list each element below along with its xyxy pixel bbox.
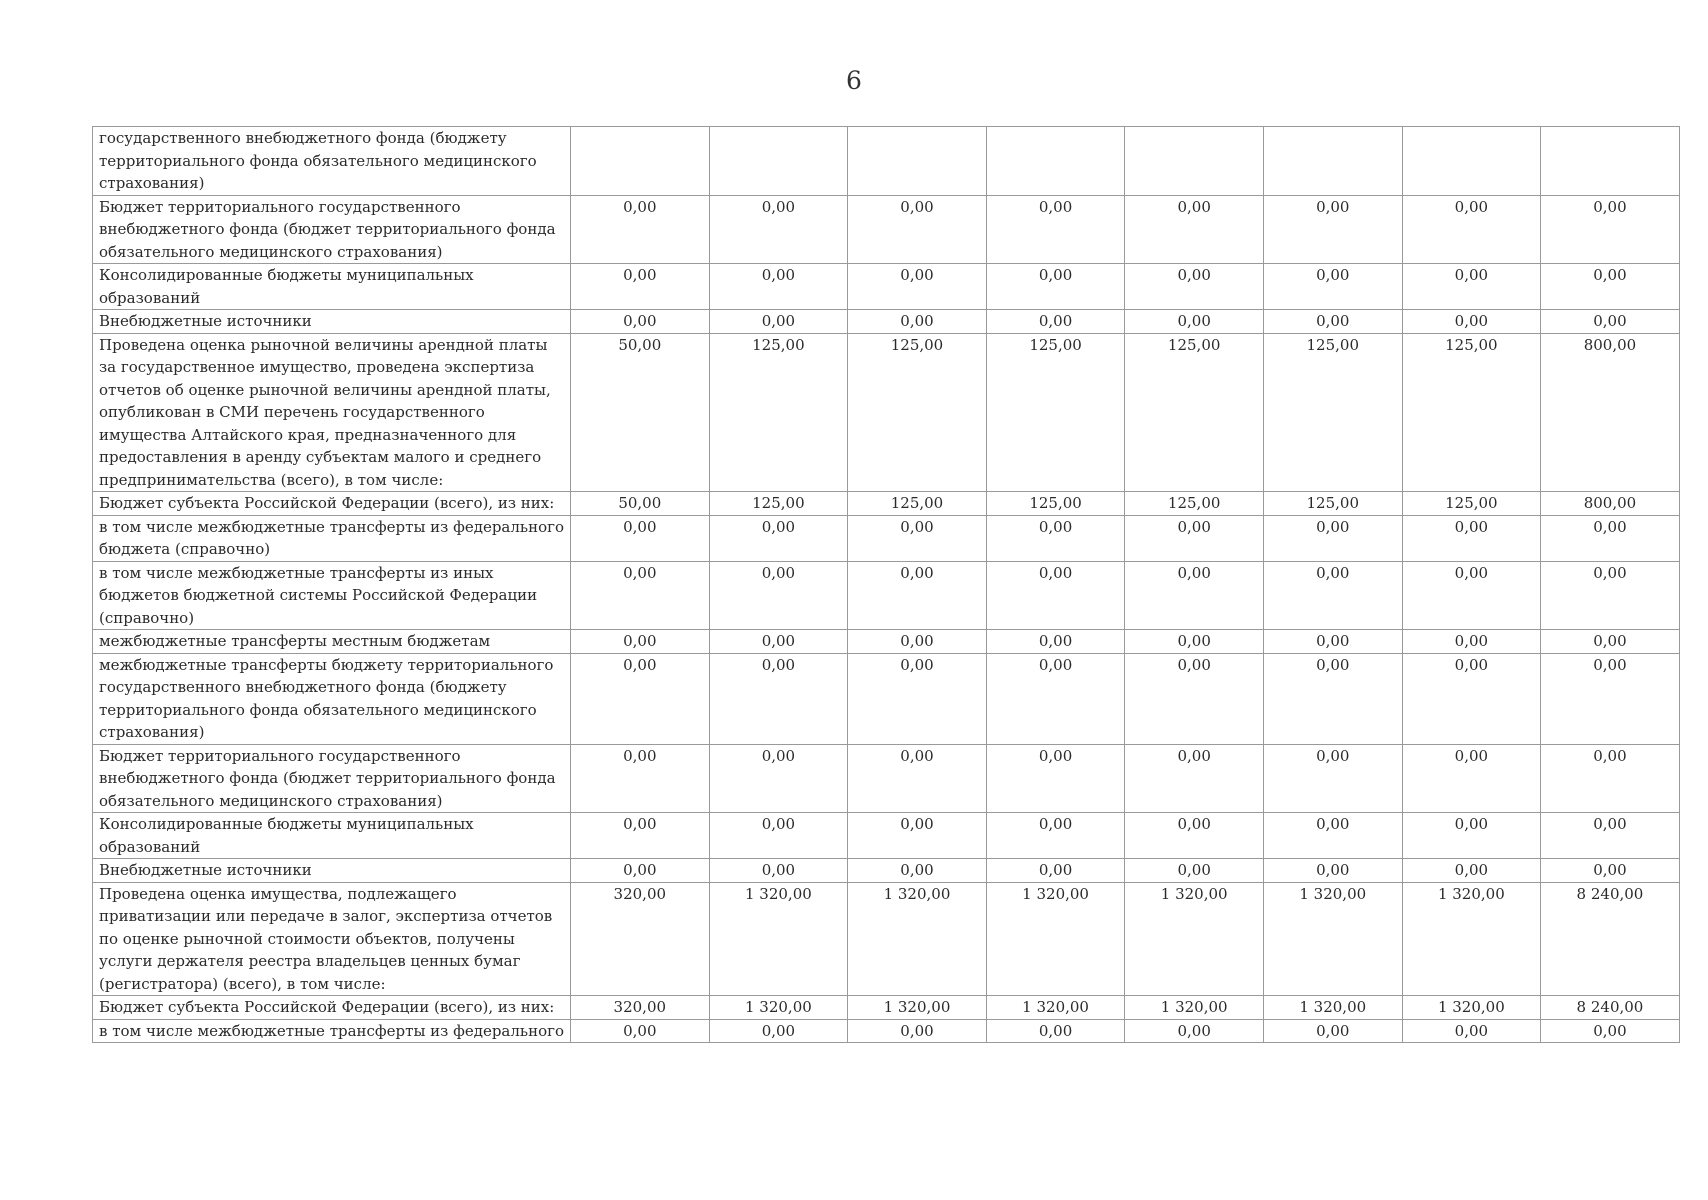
value-cell: 0,00: [848, 1019, 987, 1043]
value-cell: 0,00: [1263, 515, 1402, 561]
table-row: [93, 333, 1680, 492]
table-row: [93, 515, 1680, 561]
table-row: [93, 492, 1680, 516]
value-cell: 125,00: [1402, 333, 1541, 492]
value-cell: 0,00: [1402, 859, 1541, 883]
row-label: в том числе межбюджетные трансферты из иных бюджетов бюджетной системы Российской Федерации (справочно): [93, 561, 571, 630]
value-cell: 0,00: [1125, 744, 1264, 813]
value-cell: 0,00: [986, 744, 1125, 813]
value-cell: 0,00: [709, 1019, 848, 1043]
table-row: [93, 127, 1680, 196]
value-cell: 0,00: [1125, 310, 1264, 334]
row-label: Бюджет субъекта Российской Федерации (всего), из них:: [93, 492, 571, 516]
value-cell: 0,00: [1541, 264, 1680, 310]
value-cell: [709, 127, 848, 196]
value-cell: 0,00: [1263, 561, 1402, 630]
value-cell: 0,00: [1402, 264, 1541, 310]
value-cell: 125,00: [1263, 333, 1402, 492]
value-cell: 0,00: [848, 630, 987, 654]
page-number: 6: [846, 66, 862, 95]
value-cell: 125,00: [848, 333, 987, 492]
value-cell: [986, 127, 1125, 196]
value-cell: 1 320,00: [848, 882, 987, 996]
value-cell: 0,00: [1541, 515, 1680, 561]
row-label: Консолидированные бюджеты муниципальных образований: [93, 264, 571, 310]
value-cell: 0,00: [1541, 1019, 1680, 1043]
row-label: межбюджетные трансферты местным бюджетам: [93, 630, 571, 654]
table-row: [93, 744, 1680, 813]
value-cell: 0,00: [709, 195, 848, 264]
table-row: [93, 996, 1680, 1020]
value-cell: 0,00: [571, 264, 710, 310]
value-cell: 0,00: [1125, 630, 1264, 654]
value-cell: 0,00: [1541, 310, 1680, 334]
value-cell: 0,00: [1263, 1019, 1402, 1043]
value-cell: 0,00: [1402, 630, 1541, 654]
value-cell: 0,00: [1541, 195, 1680, 264]
value-cell: [571, 127, 710, 196]
value-cell: 0,00: [1125, 653, 1264, 744]
value-cell: 0,00: [848, 195, 987, 264]
value-cell: 0,00: [1263, 310, 1402, 334]
value-cell: 0,00: [986, 859, 1125, 883]
value-cell: 0,00: [571, 630, 710, 654]
value-cell: 800,00: [1541, 492, 1680, 516]
value-cell: 0,00: [1541, 561, 1680, 630]
value-cell: 0,00: [1402, 195, 1541, 264]
value-cell: 0,00: [986, 561, 1125, 630]
value-cell: 0,00: [709, 264, 848, 310]
value-cell: 0,00: [986, 630, 1125, 654]
value-cell: 800,00: [1541, 333, 1680, 492]
value-cell: 0,00: [709, 515, 848, 561]
table-row: [93, 813, 1680, 859]
table-row: [93, 264, 1680, 310]
value-cell: 0,00: [986, 264, 1125, 310]
value-cell: 125,00: [1125, 333, 1264, 492]
value-cell: 0,00: [1125, 195, 1264, 264]
value-cell: 0,00: [709, 561, 848, 630]
table-body: [93, 127, 1680, 1043]
value-cell: 0,00: [571, 515, 710, 561]
value-cell: 1 320,00: [1125, 882, 1264, 996]
value-cell: 0,00: [986, 515, 1125, 561]
value-cell: 50,00: [571, 333, 710, 492]
value-cell: 0,00: [848, 264, 987, 310]
value-cell: 125,00: [848, 492, 987, 516]
value-cell: 0,00: [1263, 264, 1402, 310]
value-cell: 0,00: [1263, 653, 1402, 744]
value-cell: 1 320,00: [848, 996, 987, 1020]
value-cell: 0,00: [1541, 813, 1680, 859]
value-cell: 0,00: [1402, 561, 1541, 630]
row-label: Внебюджетные источники: [93, 859, 571, 883]
value-cell: 0,00: [1125, 1019, 1264, 1043]
table-row: [93, 859, 1680, 883]
value-cell: 0,00: [1263, 744, 1402, 813]
value-cell: 125,00: [709, 492, 848, 516]
value-cell: 0,00: [709, 859, 848, 883]
value-cell: 0,00: [848, 859, 987, 883]
value-cell: 0,00: [1125, 515, 1264, 561]
value-cell: [1402, 127, 1541, 196]
value-cell: 0,00: [1402, 813, 1541, 859]
row-label: Консолидированные бюджеты муниципальных образований: [93, 813, 571, 859]
value-cell: 0,00: [1125, 859, 1264, 883]
value-cell: 0,00: [1541, 653, 1680, 744]
value-cell: 0,00: [848, 515, 987, 561]
value-cell: [1263, 127, 1402, 196]
value-cell: 0,00: [848, 744, 987, 813]
row-label: Проведена оценка рыночной величины арендной платы за государственное имущество, проведена экспертиза отчетов об оценке рыночной величины арендной платы, опубликован в СМИ перечень государственного имущества Алтайского края, предназначенного для предоставления в аренду субъектам малого и среднего предпринимательства (всего), в том числе:: [93, 333, 571, 492]
value-cell: 0,00: [1541, 859, 1680, 883]
row-label: Внебюджетные источники: [93, 310, 571, 334]
row-label: Бюджет территориального государственного внебюджетного фонда (бюджет территориального фонда обязательного медицинского страхования): [93, 195, 571, 264]
value-cell: 0,00: [709, 310, 848, 334]
value-cell: 1 320,00: [709, 882, 848, 996]
table-row: [93, 561, 1680, 630]
value-cell: 125,00: [986, 492, 1125, 516]
value-cell: 0,00: [1263, 630, 1402, 654]
value-cell: 125,00: [1263, 492, 1402, 516]
value-cell: 0,00: [1125, 813, 1264, 859]
value-cell: 0,00: [571, 653, 710, 744]
value-cell: 1 320,00: [1402, 996, 1541, 1020]
table-row: [93, 882, 1680, 996]
value-cell: 0,00: [571, 561, 710, 630]
table-row: [93, 310, 1680, 334]
value-cell: 0,00: [986, 310, 1125, 334]
value-cell: 0,00: [986, 1019, 1125, 1043]
value-cell: 0,00: [1125, 561, 1264, 630]
value-cell: 1 320,00: [1125, 996, 1264, 1020]
value-cell: 320,00: [571, 882, 710, 996]
value-cell: 8 240,00: [1541, 996, 1680, 1020]
table-row: [93, 630, 1680, 654]
value-cell: 125,00: [1402, 492, 1541, 516]
value-cell: 0,00: [848, 561, 987, 630]
value-cell: 0,00: [1125, 264, 1264, 310]
value-cell: 0,00: [709, 744, 848, 813]
value-cell: 0,00: [1402, 1019, 1541, 1043]
value-cell: 50,00: [571, 492, 710, 516]
value-cell: 0,00: [709, 630, 848, 654]
value-cell: 125,00: [1125, 492, 1264, 516]
row-label: Бюджет территориального государственного внебюджетного фонда (бюджет территориального фонда обязательного медицинского страхования): [93, 744, 571, 813]
value-cell: 0,00: [1263, 813, 1402, 859]
value-cell: 0,00: [986, 195, 1125, 264]
row-label: Проведена оценка имущества, подлежащего приватизации или передаче в залог, экспертиза отчетов по оценке рыночной стоимости объектов, получены услуги держателя реестра владельцев ценных бумаг (регистратора) (всего), в том числе:: [93, 882, 571, 996]
value-cell: 0,00: [571, 310, 710, 334]
value-cell: 0,00: [571, 1019, 710, 1043]
value-cell: 0,00: [571, 744, 710, 813]
budget-table: [92, 126, 1680, 1043]
value-cell: 0,00: [1402, 310, 1541, 334]
value-cell: 320,00: [571, 996, 710, 1020]
value-cell: 0,00: [571, 813, 710, 859]
value-cell: 0,00: [986, 813, 1125, 859]
row-label: в том числе межбюджетные трансферты из федерального: [93, 1019, 571, 1043]
table-row: [93, 1019, 1680, 1043]
value-cell: 8 240,00: [1541, 882, 1680, 996]
value-cell: [1125, 127, 1264, 196]
value-cell: 1 320,00: [986, 996, 1125, 1020]
value-cell: 0,00: [1402, 653, 1541, 744]
value-cell: 0,00: [1402, 744, 1541, 813]
value-cell: [848, 127, 987, 196]
value-cell: 1 320,00: [986, 882, 1125, 996]
value-cell: 1 320,00: [1263, 996, 1402, 1020]
table-row: [93, 653, 1680, 744]
value-cell: 0,00: [1541, 744, 1680, 813]
value-cell: 0,00: [848, 653, 987, 744]
value-cell: 0,00: [848, 310, 987, 334]
row-label: Бюджет субъекта Российской Федерации (всего), из них:: [93, 996, 571, 1020]
value-cell: 125,00: [709, 333, 848, 492]
value-cell: 0,00: [1263, 195, 1402, 264]
value-cell: 0,00: [571, 859, 710, 883]
row-label: в том числе межбюджетные трансферты из федерального бюджета (справочно): [93, 515, 571, 561]
value-cell: 1 320,00: [1402, 882, 1541, 996]
value-cell: 0,00: [709, 813, 848, 859]
value-cell: 0,00: [1402, 515, 1541, 561]
value-cell: 125,00: [986, 333, 1125, 492]
value-cell: 0,00: [986, 653, 1125, 744]
value-cell: 0,00: [1541, 630, 1680, 654]
value-cell: 0,00: [709, 653, 848, 744]
table-row: [93, 195, 1680, 264]
value-cell: 1 320,00: [1263, 882, 1402, 996]
value-cell: 0,00: [571, 195, 710, 264]
value-cell: 1 320,00: [709, 996, 848, 1020]
value-cell: 0,00: [848, 813, 987, 859]
row-label: государственного внебюджетного фонда (бюджету территориального фонда обязательного медицинского страхования): [93, 127, 571, 196]
value-cell: 0,00: [1263, 859, 1402, 883]
row-label: межбюджетные трансферты бюджету территориального государственного внебюджетного фонда (бюджету территориального фонда обязательного медицинского страхования): [93, 653, 571, 744]
value-cell: [1541, 127, 1680, 196]
